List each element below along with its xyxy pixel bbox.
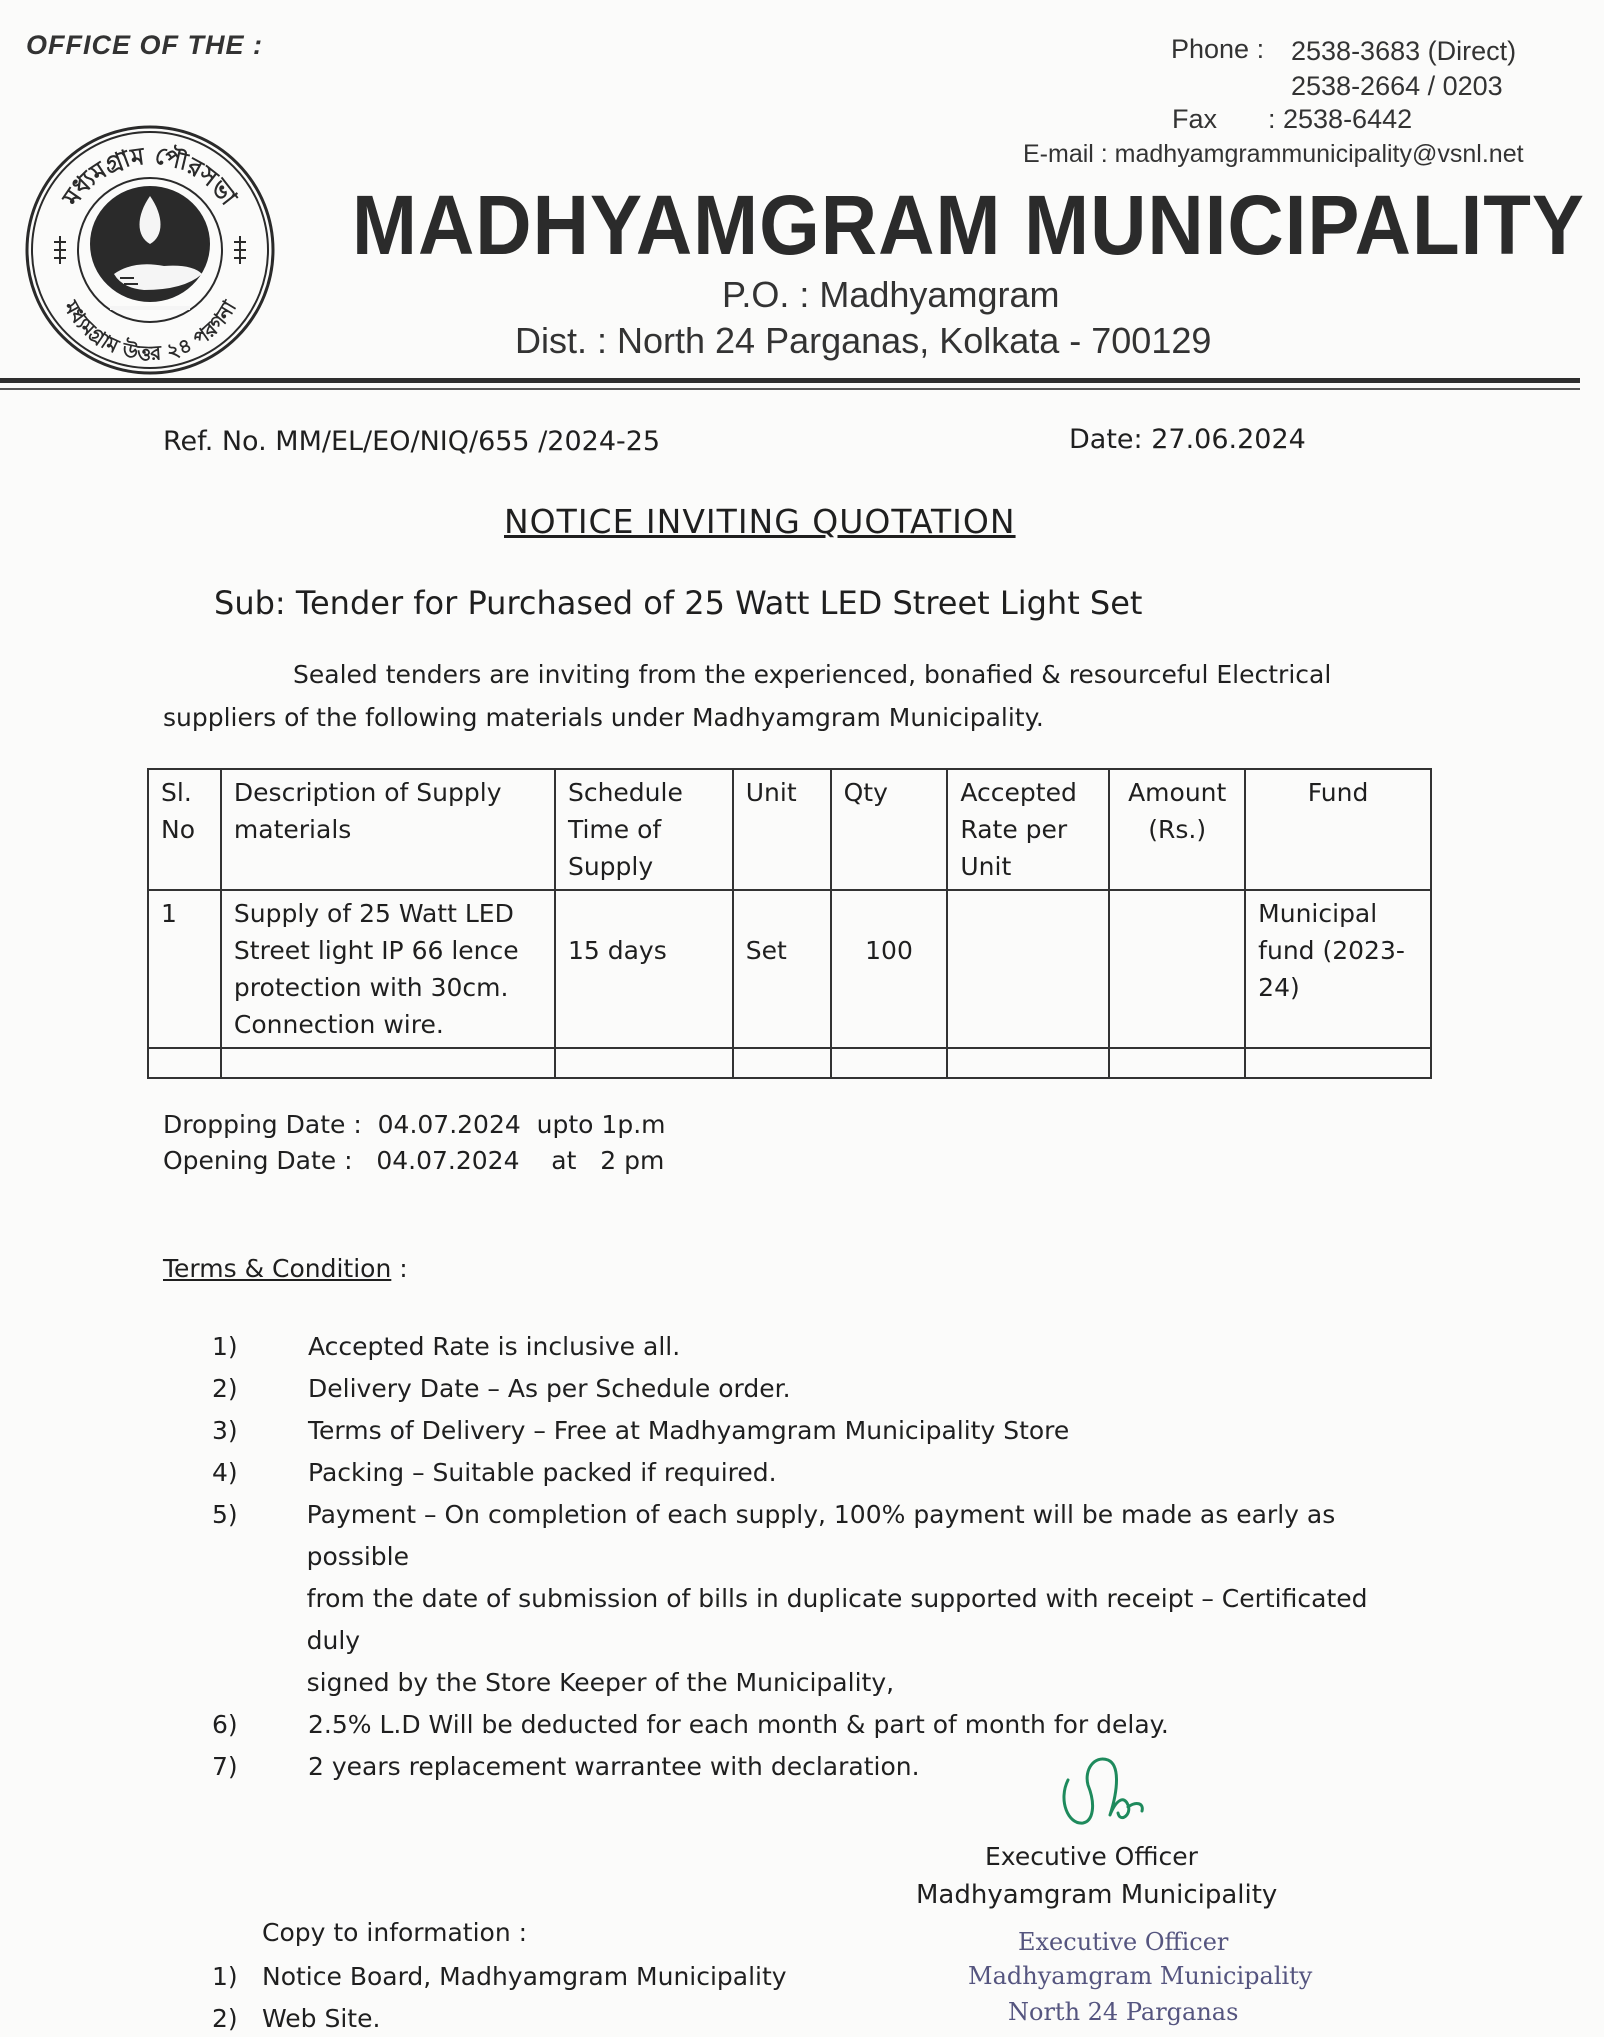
copy-to-item-num: 2) [212, 2004, 238, 2033]
notice-heading: NOTICE INVITING QUOTATION [504, 502, 1016, 541]
email-address: E-mail : madhyamgrammunicipality@vsnl.net [1023, 140, 1524, 168]
terms-colon: : [391, 1254, 408, 1283]
stamp-line-3: North 24 Parganas [1008, 1998, 1239, 2026]
header-qty: Qty [831, 769, 948, 890]
fax-value: : 2538-6442 [1268, 104, 1413, 134]
phone-other: 2538-2664 / 0203 [1291, 71, 1503, 101]
copy-to-title: Copy to information : [262, 1918, 528, 1947]
notice-subject: Sub: Tender for Purchased of 25 Watt LED Street Light Set [214, 584, 1143, 622]
intro-line-1: Sealed tenders are inviting from the experienced, bonafied & resourceful Electrical [293, 660, 1332, 689]
cell-rate [947, 890, 1109, 1048]
copy-to-item: Web Site. [262, 2004, 381, 2033]
intro-line-2: suppliers of the following materials under Madhyamgram Municipality. [163, 703, 1044, 732]
post-office: P.O. : Madhyamgram [722, 274, 1060, 315]
cell-qty: 100 [831, 890, 948, 1048]
letterhead-divider-thin [0, 388, 1580, 390]
phone-label: Phone : [1171, 34, 1265, 64]
district-address: Dist. : North 24 Parganas, Kolkata - 700129 [515, 320, 1212, 361]
term-item: 4) Packing – Suitable packed if required. [212, 1458, 777, 1487]
dropping-date: Dropping Date : 04.07.2024 upto 1p.m [163, 1110, 666, 1139]
cell-amount [1109, 890, 1245, 1048]
terms-title: Terms & Condition [163, 1254, 392, 1283]
term-item: 7) 2 years replacement warrantee with declaration. [212, 1752, 920, 1781]
term-item: 6) 2.5% L.D Will be deducted for each month & part of month for delay. [212, 1710, 1169, 1739]
term-item: 5) Payment – On completion of each supply, 100% payment will be made as early as possible from the date of submission of bills in duplicate supported with receipt – Certificated duly signed by the Store Keeper of the Municipality, [212, 1500, 1368, 1697]
signatory-org: Madhyamgram Municipality [916, 1880, 1278, 1910]
header-rate: Accepted Rate per Unit [947, 769, 1109, 890]
header-fund: Fund [1245, 769, 1431, 890]
cell-schedule: 15 days [555, 890, 733, 1048]
table-blank-row [148, 1048, 1431, 1078]
municipality-seal [24, 124, 276, 376]
copy-to-item-num: 1) [212, 1962, 238, 1991]
header-unit: Unit [733, 769, 831, 890]
signatory-title: Executive Officer [985, 1842, 1198, 1871]
handwritten-signature [1048, 1745, 1158, 1845]
terms-list [212, 1326, 1412, 1788]
reference-number: Ref. No. MM/EL/EO/NIQ/655 /2024-25 [163, 426, 661, 457]
copy-to-item: Notice Board, Madhyamgram Municipality [262, 1962, 787, 1991]
cell-fund: Municipal fund (2023-24) [1245, 890, 1431, 1048]
seal-text-bottom: মধ্যমগ্রাম উত্তর ২৪ পরগনা [59, 296, 241, 366]
supply-table [147, 768, 1432, 1079]
terms-heading [163, 1254, 408, 1283]
stamp-line-1: Executive Officer [1018, 1928, 1229, 1956]
table-header-row [148, 769, 1431, 890]
header-description: Description of Supply materials [221, 769, 555, 890]
municipality-name: MADHYAMGRAM MUNICIPALITY [352, 177, 1585, 273]
notice-date: Date: 27.06.2024 [1069, 424, 1306, 455]
header-amount: Amount (Rs.) [1109, 769, 1245, 890]
cell-sl-no: 1 [148, 890, 221, 1048]
seal-text-top: মধ্যমগ্রাম পৌরসভা [56, 141, 243, 211]
term-item: 3) Terms of Delivery – Free at Madhyamgram Municipality Store [212, 1416, 1070, 1445]
term-item: 2) Delivery Date – As per Schedule order. [212, 1374, 791, 1403]
cell-unit: Set [733, 890, 831, 1048]
table-row [148, 890, 1431, 1048]
header-sl-no: Sl. No [148, 769, 221, 890]
fax-label: Fax [1172, 104, 1218, 134]
cell-description: Supply of 25 Watt LED Street light IP 66 lence protection with 30cm. Connection wire. [221, 890, 555, 1048]
term-item: 1) Accepted Rate is inclusive all. [212, 1332, 681, 1361]
stamp-line-2: Madhyamgram Municipality [968, 1962, 1313, 1990]
header-schedule: Schedule Time of Supply [555, 769, 733, 890]
letterhead-divider [0, 378, 1580, 383]
office-of-label: OFFICE OF THE : [26, 30, 263, 60]
phone-direct: 2538-3683 (Direct) [1291, 36, 1517, 66]
opening-date: Opening Date : 04.07.2024 at 2 pm [163, 1146, 665, 1175]
